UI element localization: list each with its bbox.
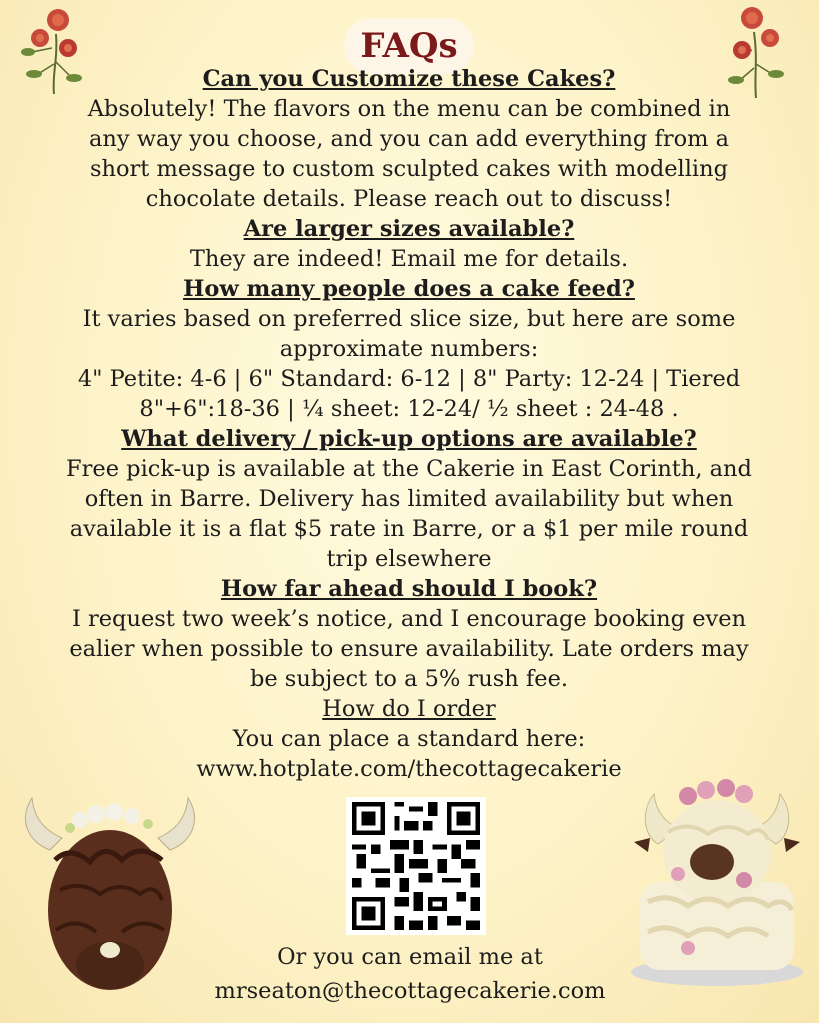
faq-answer-line: You can place a standard here: [232,726,586,752]
faq-question: How many people does a cake feed? [183,276,635,302]
email-block [160,940,660,1008]
faq-answer-line: any way you choose, and you can add everything from a [88,126,730,152]
faq-item [14,694,804,784]
faq-item [14,214,804,274]
faq-question: Can you Customize these Cakes? [202,66,616,92]
faq-answer-line: It varies based on preferred slice size, but here are some [82,306,736,332]
faq-list [14,64,804,784]
faq-answer-line: often in Barre. Delivery has limited availability but when [84,486,734,512]
faq-answer-line: They are indeed! Email me for details. [189,246,629,272]
faq-answer-line: 8"+6":18-36 | ¼ sheet: 12-24/ ½ sheet : 24-48 . [139,396,679,422]
faq-question: How do I order [322,696,496,722]
email-intro: Or you can email me at [277,944,543,970]
faq-item [14,574,804,694]
faq-answer-line: 4" Petite: 4-6 | 6" Standard: 6-12 | 8" Party: 12-24 | Tiered [77,366,741,392]
qr-code-icon[interactable] [346,797,486,935]
faq-answer-line: Free pick-up is available at the Cakerie in East Corinth, and [66,456,752,482]
email-address-link[interactable]: mrseaton@thecottagecakerie.com [214,978,606,1004]
highland-cow-cake-right-image [628,772,806,990]
faq-item [14,274,804,424]
faq-answer-line: ealier when possible to ensure availability. Late orders may [69,636,749,662]
faq-answer-line: available it is a flat $5 rate in Barre, or a $1 per mile round [69,516,749,542]
order-link[interactable]: www.hotplate.com/thecottagecakerie [196,756,622,782]
faq-item [14,64,804,214]
faq-question: What delivery / pick-up options are available? [121,426,697,452]
faq-answer-line: Absolutely! The flavors on the menu can be combined in [87,96,731,122]
faq-answer-line: chocolate details. Please reach out to discuss! [145,186,673,212]
page-title: FAQs [344,18,474,74]
faq-answer-line: trip elsewhere [326,546,492,572]
faq-question: Are larger sizes available? [243,216,575,242]
faq-item [14,424,804,574]
faq-answer-line: I request two week’s notice, and I encourage booking even [71,606,747,632]
faq-answer-line: approximate numbers: [279,336,539,362]
highland-cow-cake-left-image [10,790,210,995]
faq-answer-line: be subject to a 5% rush fee. [249,666,569,692]
faq-question: How far ahead should I book? [220,576,598,602]
faq-answer-line: short message to custom sculpted cakes with modelling [89,156,729,182]
